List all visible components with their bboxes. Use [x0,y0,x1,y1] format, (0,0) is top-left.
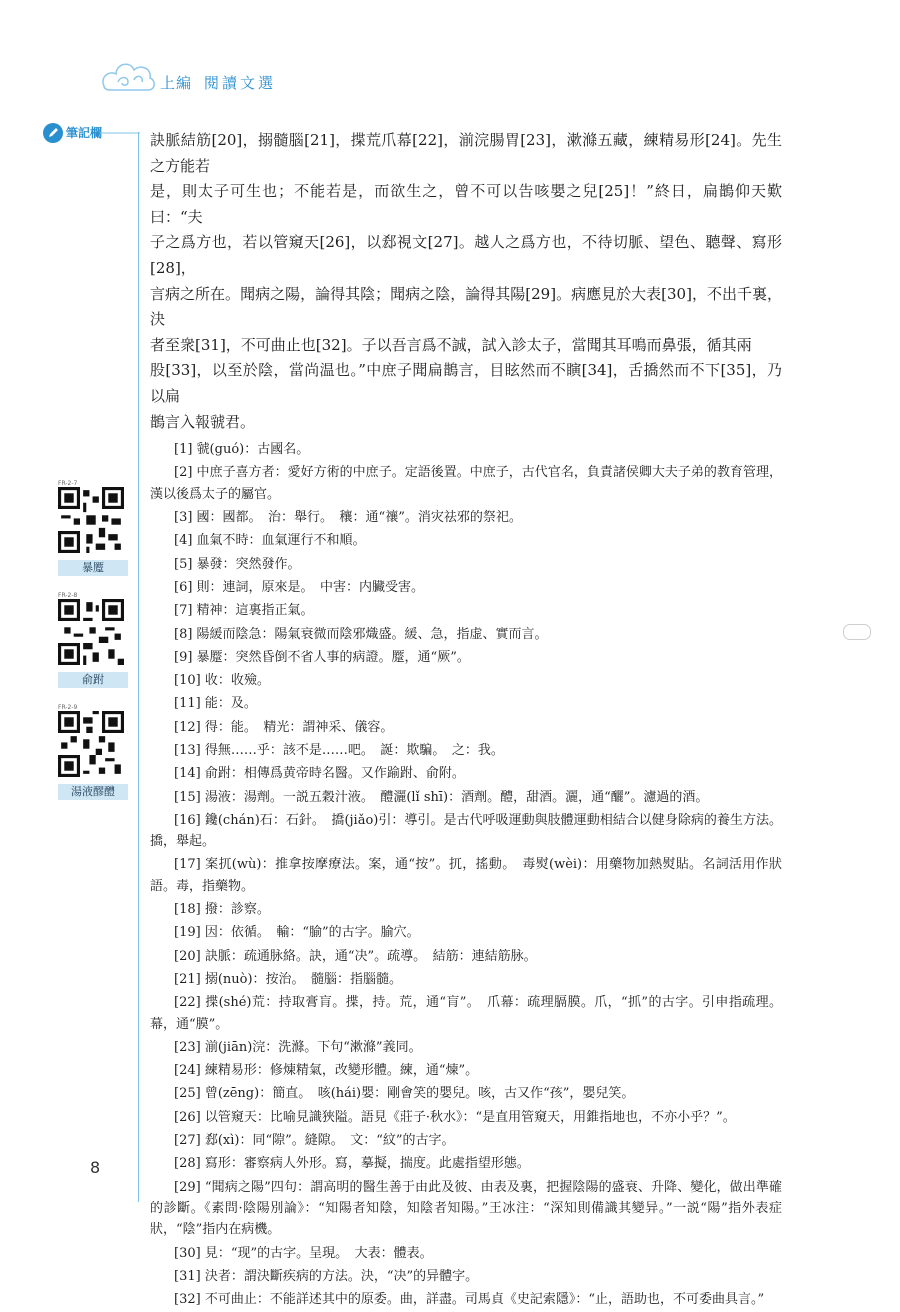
annotation-item: [21] 搦(nuò)：按治。 髓腦：指腦髓。 [174,971,403,987]
annotation-item: [27] 郄(xì)：同“隙”。縫隙。 文：“紋”的古字。 [174,1133,455,1149]
text-line: 鵲言入報虢君。 [150,412,256,431]
annotation-item: [32] 不可曲止：不能詳述其中的原委。曲，詳盡。司馬貞《史記索隱》：“止，語助也，不可委曲具言。” [174,1292,765,1308]
header-part: 上編 [160,74,193,92]
annotation-item: [6] 則：連詞，原來是。 中害：内臟受害。 [174,579,425,595]
qr-code-icon[interactable] [58,711,124,777]
pencil-icon [42,122,64,144]
qr-code-icon[interactable] [58,487,124,553]
annotation-item: [2] 中庶子喜方者：愛好方術的中庶子。定語後置。中庶子，古代官名，負責諸侯卿大夫子弟的教育管理，漢以後爲太子的屬官。 [150,465,782,502]
annotation-item: [18] 撥：診察。 [174,902,270,918]
annotation-item: [25] 曾(zēng)：簡直。 咳(hái)嬰：剛會笑的嬰兒。咳，古又作“孩”，嬰兒笑。 [174,1086,635,1102]
annotation-list [150,439,782,1310]
text-line: 是，則太子可生也；不能若是，而欲生之，曾不可以告咳嬰之兒[25]！”終日，扁鵲仰天歎曰：“夫 [150,182,782,226]
annotation-item: [5] 暴發：突然發作。 [174,556,301,572]
notes-label: 筆記欄 [66,126,103,140]
sidebar-connector [100,132,140,134]
margin-ornament-icon [843,624,871,640]
annotation-item: [12] 得：能。 精光：謂神采、儀容。 [174,719,394,735]
annotation-item: [28] 寫形：審察病人外形。寫，摹擬，揣度。此處指望形態。 [174,1156,530,1172]
text-line: 言病之所在。聞病之陽，論得其陰；聞病之陰，論得其陽[29]。病應見於大表[30]，不出千裏，決 [150,284,782,329]
header-section: 閱讀文選 [204,74,277,92]
text-line: 股[33]，以至於陰，當尚温也。”中庶子聞扁鵲言，目眩然而不瞚[34]，舌撟然而不下[35]，乃以扁 [150,361,782,405]
sidebar-divider [138,132,139,1202]
page-number: 8 [90,1158,101,1177]
annotation-item: [15] 湯液：湯劑。一説五穀汁液。 醴灑(lǐ shī)：酒劑。醴，甜酒。灑，通“釃”。濾過的酒。 [174,789,709,805]
annotation-item: [31] 決者：謂決斷疾病的方法。決，“决”的异體字。 [174,1268,479,1284]
annotation-item: [8] 陽緩而陰急：陽氣衰微而陰邪熾盛。緩、急，指虚、實而言。 [174,626,548,642]
text-line: 子之爲方也，若以管窺天[26]，以郄視文[27]。越人之爲方也，不待切脈、望色、聽聲、寫形[28]， [150,233,782,277]
annotation-item: [23] 湔(jiān)浣：洗滌。下句“漱滌”義同。 [174,1039,422,1055]
annotation-item: [9] 暴蹷：突然昏倒不省人事的病證。蹷，通“厥”。 [174,649,470,665]
annotation-item: [11] 能：及。 [174,696,257,712]
qr-caption: 暴蹷 [58,560,128,576]
annotation-item: [20] 訣脈：疏通脉絡。訣，通“决”。疏導。 結筋：連結筋脉。 [174,948,537,964]
annotation-item: [30] 見：“现”的古字。呈現。 大表：體表。 [174,1245,433,1261]
annotation-item: [22] 揲(shé)荒：持取膏肓。揲，持。荒，通“肓”。 爪幕：疏理膈膜。爪，“抓”的古字。引申指疏理。幕，通“膜”。 [150,995,782,1032]
annotation-item: [14] 俞跗：相傳爲黄帝時名醫。又作踰跗、俞附。 [174,766,465,782]
annotation-item: [7] 精神：這裏指正氣。 [174,603,314,619]
qr-code-id: FR-2-8 [58,592,78,599]
annotation-item: [17] 案扤(wù)：推拿按摩療法。案，通“按”。扤，搖動。 毒熨(wèi)：用藥物加熱熨貼。名詞活用作狀語。毒，指藥物。 [150,857,782,894]
qr-caption: 湯液醪醴 [58,784,128,800]
qr-block[interactable] [58,704,128,800]
qr-caption: 俞跗 [58,672,128,688]
qr-block[interactable] [58,480,128,576]
cloud-ornament-icon [100,56,158,98]
annotation-item: [19] 因：依循。 輸：“腧”的古字。腧穴。 [174,925,420,941]
annotation-item: [26] 以管窺天：比喻見識狹隘。語見《莊子·秋水》：“是直用管窺天，用錐指地也，不亦小乎？”。 [174,1109,736,1125]
qr-code-id: FR-2-9 [58,704,78,711]
qr-code-id: FR-2-7 [58,480,78,487]
annotation-item: [4] 血氣不時：血氣運行不和順。 [174,533,366,549]
main-content [150,128,782,1312]
text-line: 者至衆[31]，不可曲止也[32]。子以吾言爲不誠，試入診太子，當聞其耳鳴而鼻張，循其兩 [150,335,752,354]
annotation-item: [3] 國：國都。 治：舉行。 穰：通“禳”。消灾祛邪的祭祀。 [174,510,522,526]
classical-text [150,128,782,435]
annotation-item: [29] “聞病之陽”四句：謂高明的醫生善于由此及彼、由表及裏，把握陰陽的盛衰、升降、變化，做出準確的診斷。《素問·陰陽別論》：“知陽者知陰，知陰者知陽。”王冰注：“深知則備識其變异。”一説“陽”指外表症狀，“陰”指内在病機。 [150,1179,782,1238]
qr-code-icon[interactable] [58,599,124,665]
qr-block[interactable] [58,592,128,688]
annotation-item: [1] 虢(guó)：古國名。 [174,442,310,458]
annotation-item: [13] 得無……乎：該不是……吧。 誕：欺騙。 之：我。 [174,742,504,758]
header-title [160,72,276,93]
annotation-item: [10] 收：收殮。 [174,673,270,689]
annotation-item: [24] 練精易形：修煉精氣，改變形體。練，通“煉”。 [174,1063,479,1079]
page-header [100,56,800,100]
annotation-item: [16] 鑱(chán)石：石針。 撟(jiǎo)引：導引。是古代呼吸運動與肢體運動相結合以健身除病的養生方法。撟，舉起。 [150,812,782,850]
text-line: 訣脈結筋[20]，搦髓腦[21]，揲荒爪幕[22]，湔浣腸胃[23]，漱滌五藏，練精易形[24]。先生之方能若 [150,131,782,175]
